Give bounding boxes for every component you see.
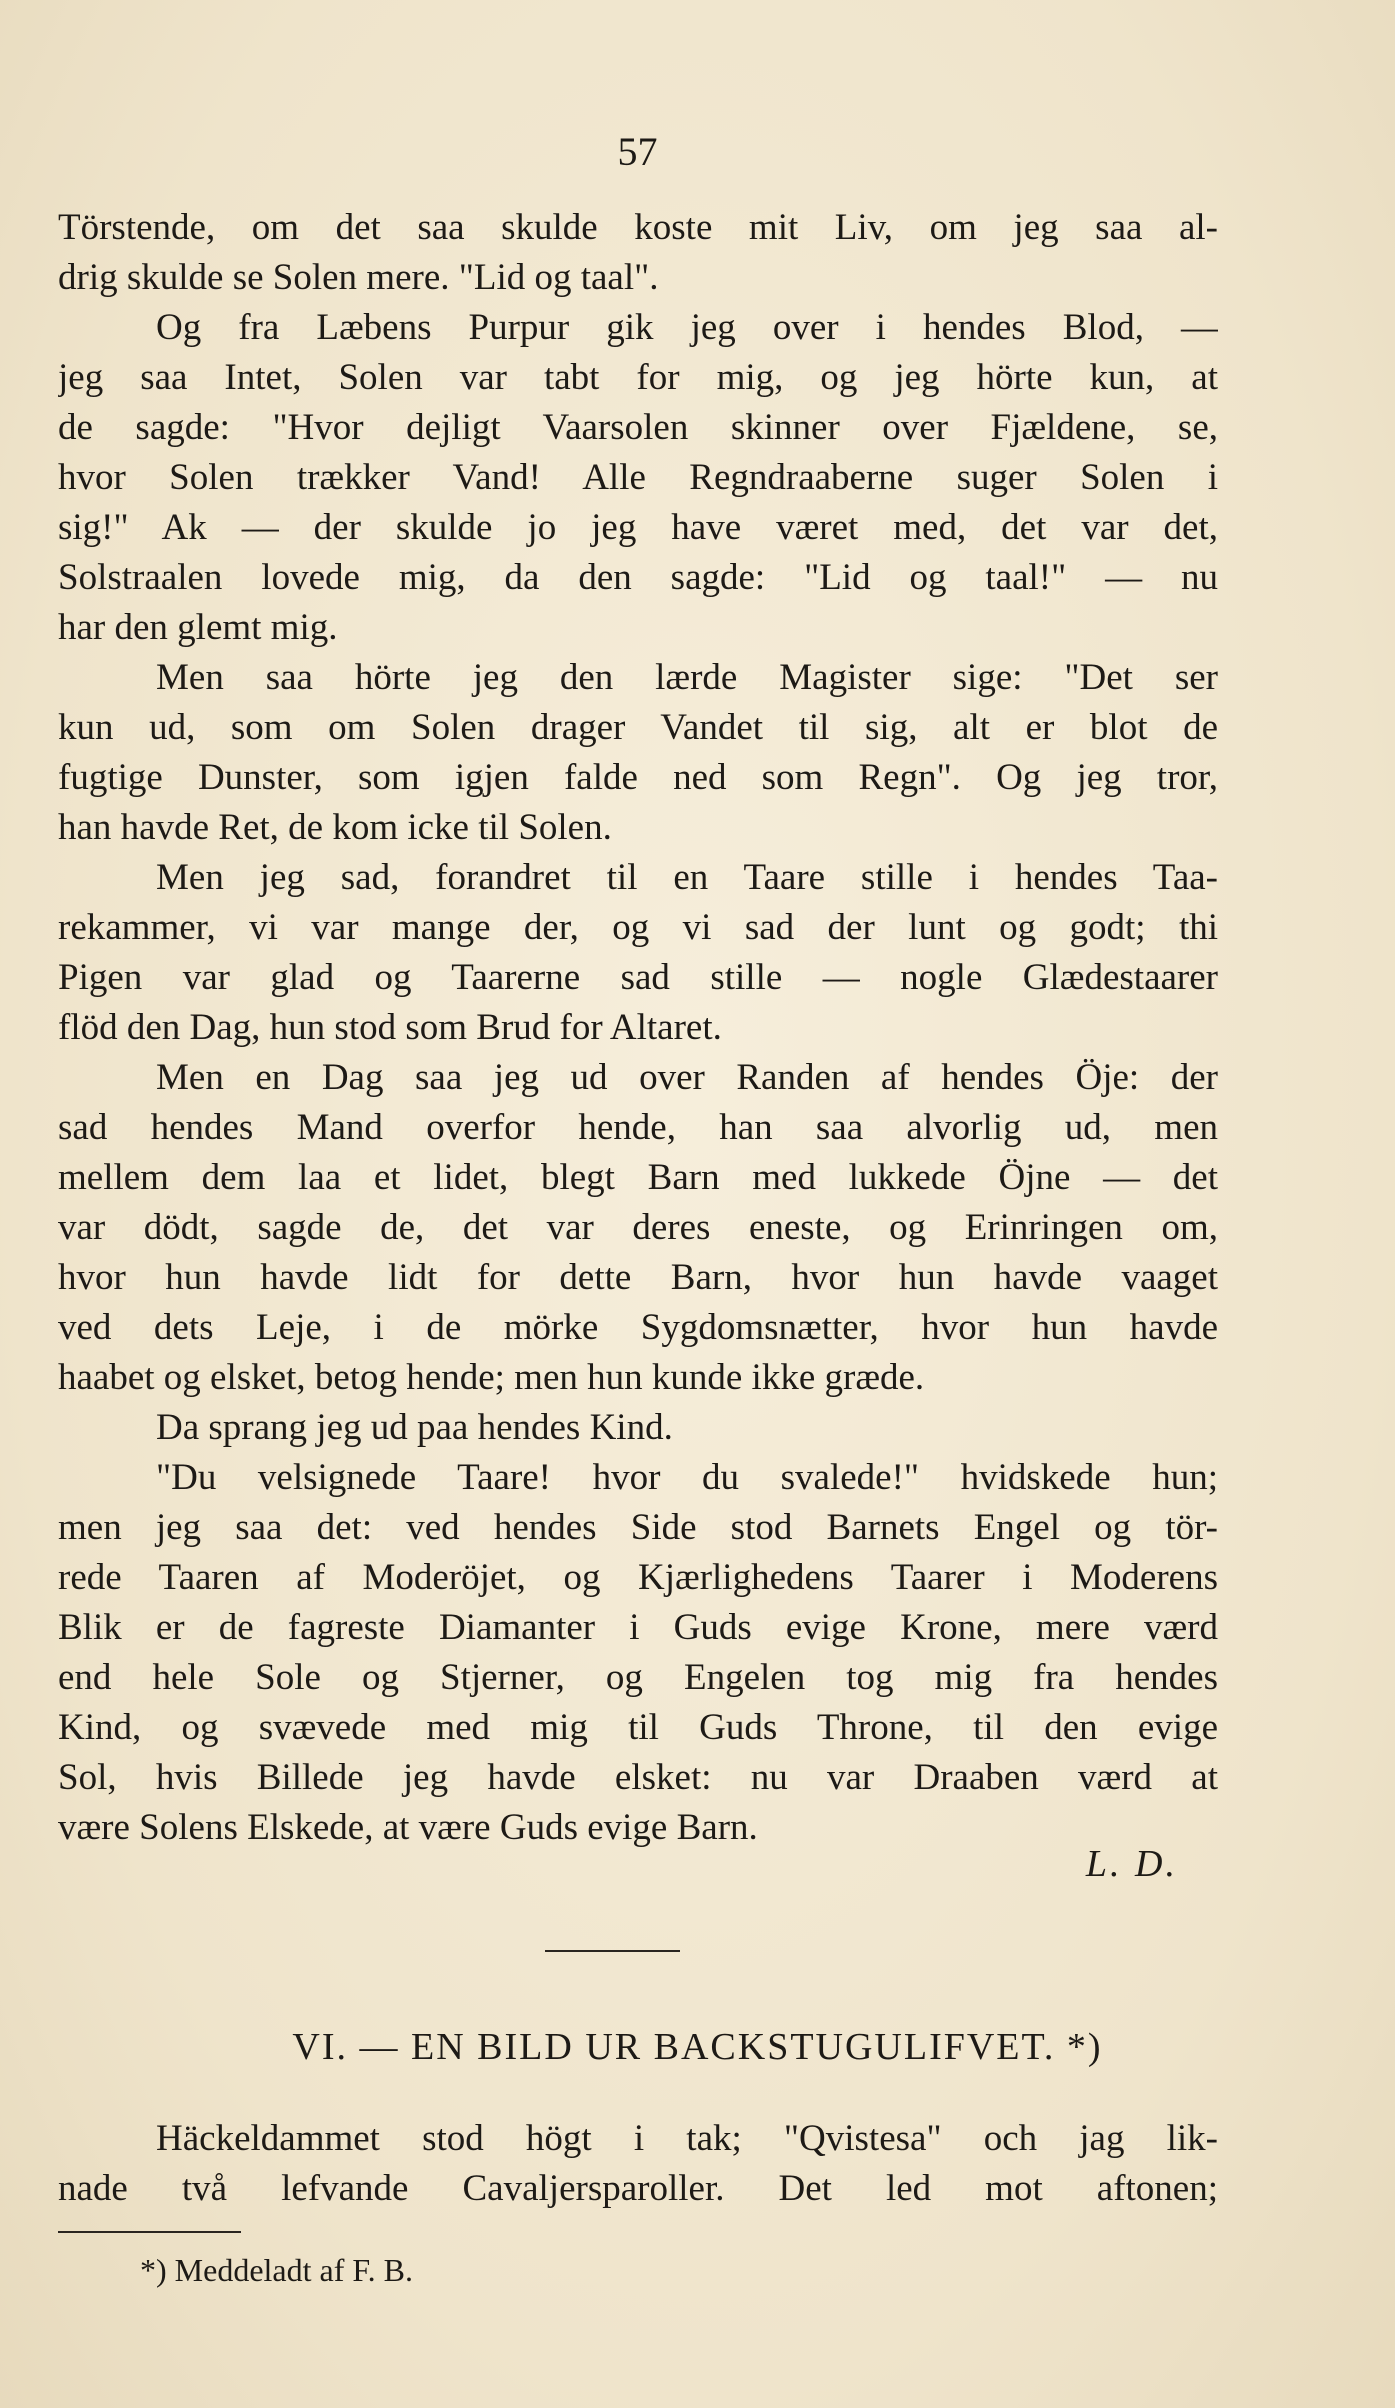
text-line: hvor hun havde lidt for dette Barn, hvor hun havde vaaget (58, 1257, 1218, 1298)
text-line: Kind, og svævede med mig til Guds Throne, til den evige (58, 1707, 1218, 1748)
signature-row (0, 1842, 1218, 1902)
text-line: jeg saa Intet, Solen var tabt for mig, og jeg hörte kun, at (58, 357, 1218, 398)
text-line: nade två lefvande Cavaljersparoller. Det led mot aftonen; (58, 2168, 1218, 2209)
text-line: end hele Sole og Stjerner, og Engelen tog mig fra hendes (58, 1657, 1218, 1698)
section-heading: VI. — EN BILD UR BACKSTUGULIFVET. *) (292, 2026, 1103, 2068)
text-line: Törstende, om det saa skulde koste mit Liv, om jeg saa al- (58, 207, 1218, 248)
text-line: Men en Dag saa jeg ud over Randen af hendes Öje: der (156, 1057, 1218, 1098)
text-line: Men saa hörte jeg den lærde Magister sige: "Det ser (156, 657, 1218, 698)
main-text (58, 203, 1218, 1853)
text-line: var dödt, sagde de, det var deres eneste, og Erinringen om, (58, 1207, 1218, 1248)
author-signature: L. D. (1085, 1843, 1178, 1885)
text-line: flöd den Dag, hun stod som Brud for Altaret. (58, 1007, 722, 1048)
text-line: Da sprang jeg ud paa hendes Kind. (156, 1407, 673, 1448)
text-line: haabet og elsket, betog hende; men hun kunde ikke græde. (58, 1357, 925, 1398)
text-line: rekammer, vi var mange der, og vi sad der lunt og godt; thi (58, 907, 1218, 948)
text-line: ved dets Leje, i de mörke Sygdomsnætter, hvor hun havde (58, 1307, 1218, 1348)
text-line: han havde Ret, de kom icke til Solen. (58, 807, 612, 848)
text-line: Solstraalen lovede mig, da den sagde: "Lid og taal!" — nu (58, 557, 1218, 598)
text-line: fugtige Dunster, som igjen falde ned som Regn". Og jeg tror, (58, 757, 1218, 798)
page-number: 57 (617, 129, 658, 174)
text-line: mellem dem laa et lidet, blegt Barn med lukkede Öjne — det (58, 1157, 1218, 1198)
text-line: Sol, hvis Billede jeg havde elsket: nu var Draaben værd at (58, 1757, 1218, 1798)
text-line: rede Taaren af Moderöjet, og Kjærlighedens Taarer i Moderens (58, 1557, 1218, 1598)
text-line: sad hendes Mand overfor hende, han saa alvorlig ud, men (58, 1107, 1218, 1148)
section-divider (545, 1950, 680, 1952)
text-line: Men jeg sad, forandret til en Taare stille i hendes Taa- (156, 857, 1218, 898)
text-line: drig skulde se Solen mere. "Lid og taal". (58, 257, 659, 298)
footnote-rule (58, 2231, 241, 2233)
text-line: de sagde: "Hvor dejligt Vaarsolen skinner over Fjældene, se, (58, 407, 1218, 448)
text-line: sig!" Ak — der skulde jo jeg have været med, det var det, (58, 507, 1218, 548)
text-line: hvor Solen trækker Vand! Alle Regndraaberne suger Solen i (58, 457, 1218, 498)
text-line: har den glemt mig. (58, 607, 338, 648)
text-line: Pigen var glad og Taarerne sad stille — nogle Glædestaarer (58, 957, 1218, 998)
text-line: kun ud, som om Solen drager Vandet til sig, alt er blot de (58, 707, 1218, 748)
text-line: være Solens Elskede, at være Guds evige Barn. (58, 1807, 758, 1848)
section-text (58, 2114, 1218, 2214)
text-line: Häckeldammet stod högt i tak; "Qvistesa" och jag lik- (156, 2118, 1218, 2159)
text-line: Og fra Læbens Purpur gik jeg over i hendes Blod, — (156, 307, 1218, 348)
text-line: Blik er de fagreste Diamanter i Guds evige Krone, mere værd (58, 1607, 1218, 1648)
text-line: men jeg saa det: ved hendes Side stod Barnets Engel og tör- (58, 1507, 1218, 1548)
text-line: "Du velsignede Taare! hvor du svalede!" hvidskede hun; (156, 1457, 1218, 1498)
footnote: *) Meddeladt af F. B. (140, 2252, 413, 2288)
